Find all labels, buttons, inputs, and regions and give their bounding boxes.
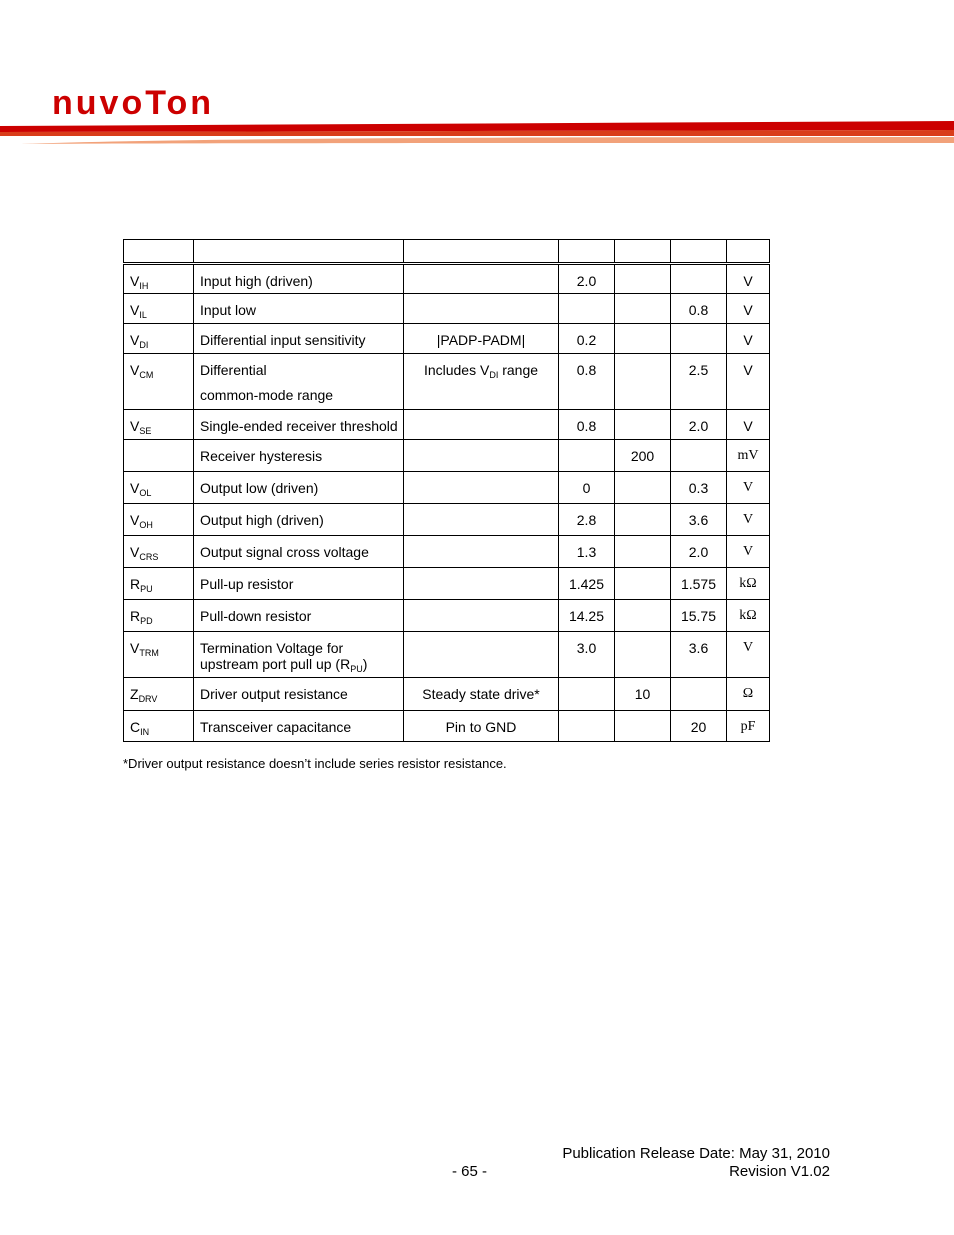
- table-row: [124, 324, 770, 354]
- symbol-subscript: IL: [139, 310, 147, 320]
- max-cell: 0.8: [671, 294, 727, 324]
- conditions-cell: [404, 504, 559, 536]
- symbol-subscript: OL: [139, 488, 152, 498]
- symbol-subscript: OH: [139, 520, 153, 530]
- max-cell: [671, 264, 727, 294]
- unit-cell: kΩ: [727, 600, 770, 632]
- parameter-line-2: upstream port pull up (R: [200, 656, 351, 672]
- symbol-subscript: IH: [139, 281, 149, 291]
- conditions-cell: [404, 354, 559, 410]
- symbol-cell: [124, 568, 194, 600]
- symbol-cell: [124, 410, 194, 440]
- conditions-cell: Steady state drive*: [404, 678, 559, 711]
- parameter-cell: Single-ended receiver threshold: [194, 410, 404, 440]
- parameter-line-2: common-mode range: [200, 387, 334, 403]
- parameter-line-1: Differential: [200, 362, 267, 378]
- max-cell: 0.3: [671, 472, 727, 504]
- table-row: [124, 536, 770, 568]
- typ-cell: [615, 472, 671, 504]
- typ-cell: [615, 354, 671, 410]
- unit-cell: V: [727, 632, 770, 678]
- symbol: V: [130, 332, 140, 348]
- min-cell: [559, 711, 615, 742]
- typ-cell: [615, 536, 671, 568]
- parameter-cell: Output low (driven): [194, 472, 404, 504]
- header-band: [0, 118, 954, 148]
- header-cell-conditions: [404, 240, 559, 264]
- symbol-subscript: CRS: [139, 552, 159, 562]
- nuvoton-logo: [52, 88, 312, 122]
- parameter-cell: Output high (driven): [194, 504, 404, 536]
- max-cell: 3.6: [671, 504, 727, 536]
- parameter-cell: Transceiver capacitance: [194, 711, 404, 742]
- symbol: C: [130, 719, 141, 735]
- logo-text: nuvoTon: [52, 88, 214, 122]
- unit-cell: V: [727, 472, 770, 504]
- header-cell-symbol: [124, 240, 194, 264]
- table-row: [124, 600, 770, 632]
- unit-cell: V: [727, 354, 770, 410]
- table-header-row: [124, 240, 770, 264]
- symbol: V: [130, 362, 140, 378]
- min-cell: 0.8: [559, 410, 615, 440]
- typ-cell: [615, 324, 671, 354]
- symbol-cell: [124, 632, 194, 678]
- unit-cell: V: [727, 324, 770, 354]
- table-row: [124, 711, 770, 742]
- parameter-cell: Receiver hysteresis: [194, 440, 404, 472]
- min-cell: 2.8: [559, 504, 615, 536]
- symbol-subscript: SE: [139, 426, 152, 436]
- symbol: R: [130, 608, 141, 624]
- symbol: V: [130, 512, 140, 528]
- max-cell: [671, 324, 727, 354]
- symbol: V: [130, 302, 140, 318]
- typ-cell: [615, 600, 671, 632]
- symbol: V: [130, 273, 140, 289]
- table-row: [124, 504, 770, 536]
- max-cell: 20: [671, 711, 727, 742]
- header-cell-min: [559, 240, 615, 264]
- unit-cell: V: [727, 264, 770, 294]
- parameter-cell: Input low: [194, 294, 404, 324]
- parameter-line-1: Termination Voltage for: [200, 640, 344, 656]
- typ-cell: [615, 632, 671, 678]
- conditions-cell: Pin to GND: [404, 711, 559, 742]
- conditions-cell: |PADP-PADM|: [404, 324, 559, 354]
- page-number: - 65 -: [452, 1163, 488, 1180]
- symbol-subscript: IN: [140, 727, 150, 737]
- max-cell: 15.75: [671, 600, 727, 632]
- max-cell: [671, 678, 727, 711]
- table-row: [124, 440, 770, 472]
- symbol-cell: [124, 504, 194, 536]
- symbol-subscript: DRV: [138, 694, 158, 704]
- table-row: [124, 678, 770, 711]
- min-cell: 0: [559, 472, 615, 504]
- conditions-text-suffix: range: [498, 362, 539, 378]
- conditions-cell: [404, 264, 559, 294]
- parameter-cell: Pull-down resistor: [194, 600, 404, 632]
- typ-cell: [615, 294, 671, 324]
- publication-date: Publication Release Date: May 31, 2010: [562, 1145, 830, 1162]
- symbol: V: [130, 480, 140, 496]
- table-footnote: *Driver output resistance doesn’t include series resistor resistance.: [123, 756, 507, 771]
- header-cell-parameter: [194, 240, 404, 264]
- symbol-cell: [124, 711, 194, 742]
- conditions-text: Includes V: [423, 362, 490, 378]
- min-cell: 3.0: [559, 632, 615, 678]
- symbol-subscript: CM: [139, 370, 154, 380]
- unit-cell: V: [727, 536, 770, 568]
- symbol-cell: [124, 472, 194, 504]
- symbol-subscript: TRM: [139, 648, 159, 658]
- table-row: [124, 294, 770, 324]
- parameter-subscript: PU: [350, 664, 363, 674]
- header-cell-max: [671, 240, 727, 264]
- conditions-cell: [404, 600, 559, 632]
- table-row: [124, 568, 770, 600]
- min-cell: [559, 440, 615, 472]
- typ-cell: 200: [615, 440, 671, 472]
- table-row: [124, 410, 770, 440]
- unit-cell: V: [727, 294, 770, 324]
- typ-cell: [615, 568, 671, 600]
- max-cell: 3.6: [671, 632, 727, 678]
- conditions-cell: [404, 472, 559, 504]
- table-row: [124, 264, 770, 294]
- parameter-cell: Input high (driven): [194, 264, 404, 294]
- typ-cell: [615, 410, 671, 440]
- conditions-cell: [404, 440, 559, 472]
- symbol-cell: [124, 600, 194, 632]
- header-cell-unit: [727, 240, 770, 264]
- symbol-cell: [124, 440, 194, 472]
- min-cell: [559, 294, 615, 324]
- parameter-cell: Driver output resistance: [194, 678, 404, 711]
- unit-cell: mV: [727, 440, 770, 472]
- table-row: [124, 632, 770, 678]
- typ-cell: [615, 711, 671, 742]
- symbol-subscript: PU: [140, 584, 153, 594]
- table-row: [124, 472, 770, 504]
- revision: Revision V1.02: [729, 1163, 830, 1180]
- symbol: Z: [130, 686, 139, 702]
- parameter-line-2-suffix: ): [362, 656, 368, 672]
- min-cell: 0.8: [559, 354, 615, 410]
- symbol-cell: [124, 264, 194, 294]
- symbol: V: [130, 544, 140, 560]
- max-cell: 2.0: [671, 410, 727, 440]
- symbol: R: [130, 576, 141, 592]
- symbol-cell: [124, 324, 194, 354]
- unit-cell: V: [727, 410, 770, 440]
- unit-cell: pF: [727, 711, 770, 742]
- symbol-cell: [124, 678, 194, 711]
- parameter-cell: [194, 632, 404, 678]
- max-cell: 1.575: [671, 568, 727, 600]
- conditions-cell: [404, 632, 559, 678]
- min-cell: 1.3: [559, 536, 615, 568]
- parameter-cell: Output signal cross voltage: [194, 536, 404, 568]
- usb-dc-characteristics-table: [123, 239, 770, 742]
- symbol-subscript: PD: [140, 616, 153, 626]
- typ-cell: [615, 504, 671, 536]
- min-cell: 1.425: [559, 568, 615, 600]
- max-cell: 2.0: [671, 536, 727, 568]
- conditions-cell: [404, 568, 559, 600]
- max-cell: [671, 440, 727, 472]
- symbol: V: [130, 640, 140, 656]
- parameter-cell: [194, 354, 404, 410]
- unit-cell: Ω: [727, 678, 770, 711]
- conditions-cell: [404, 294, 559, 324]
- max-cell: 2.5: [671, 354, 727, 410]
- parameter-cell: Pull-up resistor: [194, 568, 404, 600]
- conditions-subscript: DI: [489, 370, 499, 380]
- min-cell: 2.0: [559, 264, 615, 294]
- symbol-cell: [124, 354, 194, 410]
- symbol-cell: [124, 536, 194, 568]
- table-row: [124, 354, 770, 410]
- header-cell-typ: [615, 240, 671, 264]
- typ-cell: [615, 264, 671, 294]
- symbol-subscript: DI: [139, 340, 149, 350]
- parameter-cell: Differential input sensitivity: [194, 324, 404, 354]
- typ-cell: 10: [615, 678, 671, 711]
- min-cell: [559, 678, 615, 711]
- unit-cell: V: [727, 504, 770, 536]
- unit-cell: kΩ: [727, 568, 770, 600]
- min-cell: 0.2: [559, 324, 615, 354]
- conditions-cell: [404, 536, 559, 568]
- symbol-cell: [124, 294, 194, 324]
- symbol: V: [130, 418, 140, 434]
- conditions-cell: [404, 410, 559, 440]
- min-cell: 14.25: [559, 600, 615, 632]
